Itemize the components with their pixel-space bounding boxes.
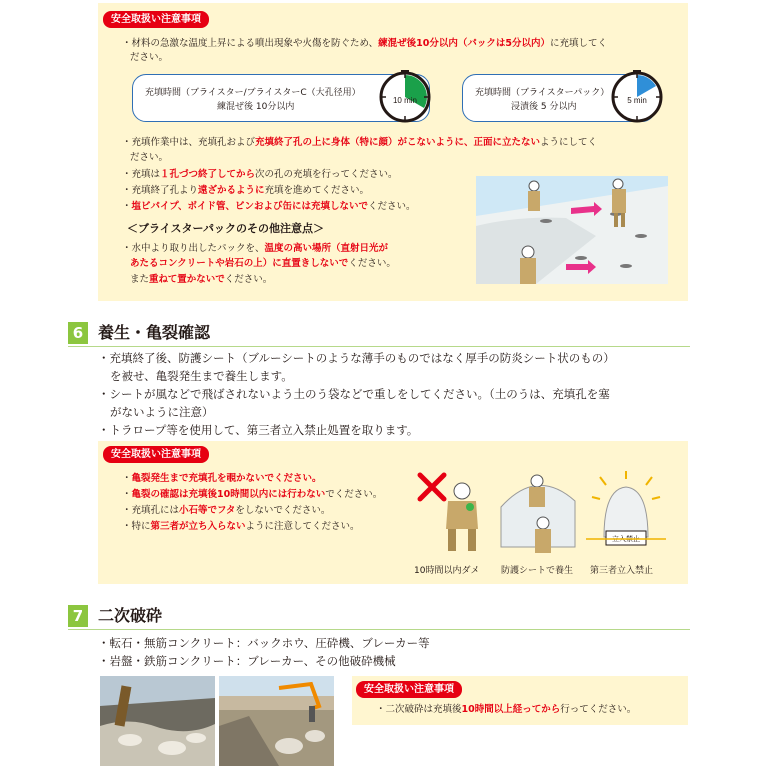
section7-bullet-2: ・岩盤・鉄筋コンクリート：ブレーカー、その他破砕機械 bbox=[98, 654, 396, 668]
box1-line1: ・材料の急激な温度上昇による噴出現象や火傷を防ぐため、練混ぜ後10分以内（パックは5分以内）に充填してく bbox=[122, 38, 607, 49]
filling-work-illustration bbox=[476, 176, 668, 284]
caption-no-entry: 第三者立入禁止 bbox=[590, 566, 654, 576]
safety-tag-3: 安全取扱い注意事項 bbox=[356, 681, 462, 698]
timer-left-value: 練混ぜ後 10分以内 bbox=[217, 102, 295, 112]
breaker-photo-2 bbox=[219, 676, 334, 766]
section6-bullet-1-cont: を被せ、亀裂発生まで養生します。 bbox=[110, 369, 293, 383]
clock-icon-10min bbox=[378, 70, 432, 124]
section-6-number: 6 bbox=[68, 322, 88, 344]
safety-tag-2: 安全取扱い注意事項 bbox=[103, 446, 209, 463]
no-entry-illustration bbox=[584, 467, 668, 557]
breaker-photo-1 bbox=[100, 676, 215, 766]
box2-line-3: ・充填孔には小石等でフタをしないでください。 bbox=[122, 505, 331, 516]
box1-p5: ・塩ビパイプ、ボイド管、ビンおよび缶には充填しないでください。 bbox=[122, 201, 416, 212]
box1-p4: ・充填終了孔より遠ざかるように充填を進めてください。 bbox=[122, 185, 370, 196]
caption-sheet: 防護シートで養生 bbox=[501, 566, 574, 576]
box1-subheading: ＜ブライスターパックのその他注意点＞ bbox=[127, 222, 325, 235]
section-7-rule bbox=[68, 629, 690, 630]
protective-sheet-illustration bbox=[497, 467, 579, 557]
clock-right-text: 5 min bbox=[627, 96, 647, 105]
clock-left-text: 10 min bbox=[392, 96, 418, 105]
no-peeking-illustration bbox=[412, 467, 492, 557]
clock-icon-5min bbox=[610, 70, 664, 124]
section6-bullet-2-cont: がないように注意） bbox=[110, 405, 214, 419]
section-7-title: 二次破砕 bbox=[98, 606, 163, 625]
section6-bullet-1: ・充填終了後、防護シート（ブルーシートのような薄手のものではなく厚手の防炎シート状のもの） bbox=[98, 351, 615, 365]
section7-bullet-1: ・転石・無筋コンクリート：バックホウ、圧砕機、ブレーカー等 bbox=[98, 636, 430, 650]
box1-p7: また重ねて置かないでください。 bbox=[130, 274, 273, 285]
safety-tag-1: 安全取扱い注意事項 bbox=[103, 11, 209, 28]
section-6-rule bbox=[68, 346, 690, 347]
box2-line-2: ・亀裂の確認は充填後10時間以内には行わないでください。 bbox=[122, 489, 383, 500]
section-6-title: 養生・亀裂確認 bbox=[98, 323, 211, 342]
timer-left-label: 充填時間（ブライスター/ブライスターC（大孔径用） bbox=[145, 88, 361, 98]
box1-p2-cont: ださい。 bbox=[130, 152, 169, 163]
box2-line-4: ・特に第三者が立ち入らないように注意してください。 bbox=[122, 521, 360, 532]
timer-right-value: 浸漬後 5 分以内 bbox=[511, 102, 577, 112]
box2-line-1: ・亀裂発生まで充填孔を覗かないでください。 bbox=[122, 473, 322, 484]
box1-p2: ・充填作業中は、充填孔および充填終了孔の上に身体（特に顔）がこないように、正面に立たないようにしてく bbox=[122, 137, 598, 148]
box3-line-1: ・二次破砕は充填後10時間以上経ってから行ってください。 bbox=[376, 704, 637, 715]
section6-bullet-2: ・シートが風などで飛ばされないよう土のう袋などで重しをしてください。（土のうは、充填孔を塞 bbox=[98, 387, 610, 401]
section-7-number: 7 bbox=[68, 605, 88, 627]
timer-right-label: 充填時間（ブライスターパック） bbox=[475, 88, 610, 98]
box1-p3: ・充填は１孔づつ終了してから次の孔の充填を行ってください。 bbox=[122, 169, 398, 180]
caption-no-peek: 10時間以内ダメ bbox=[414, 566, 480, 576]
section6-bullet-3: ・トラロープ等を使用して、第三者立入禁止処置を取ります。 bbox=[98, 423, 419, 437]
box1-line1-cont: ださい。 bbox=[130, 52, 169, 63]
no-entry-sign-text: 立入禁止 bbox=[612, 535, 640, 543]
box1-p6: ・水中より取り出したパックを、温度の高い場所（直射日光が bbox=[122, 243, 389, 254]
box1-p6-cont: あたるコンクリートや岩石の上）に直置きしないでください。 bbox=[130, 258, 396, 269]
